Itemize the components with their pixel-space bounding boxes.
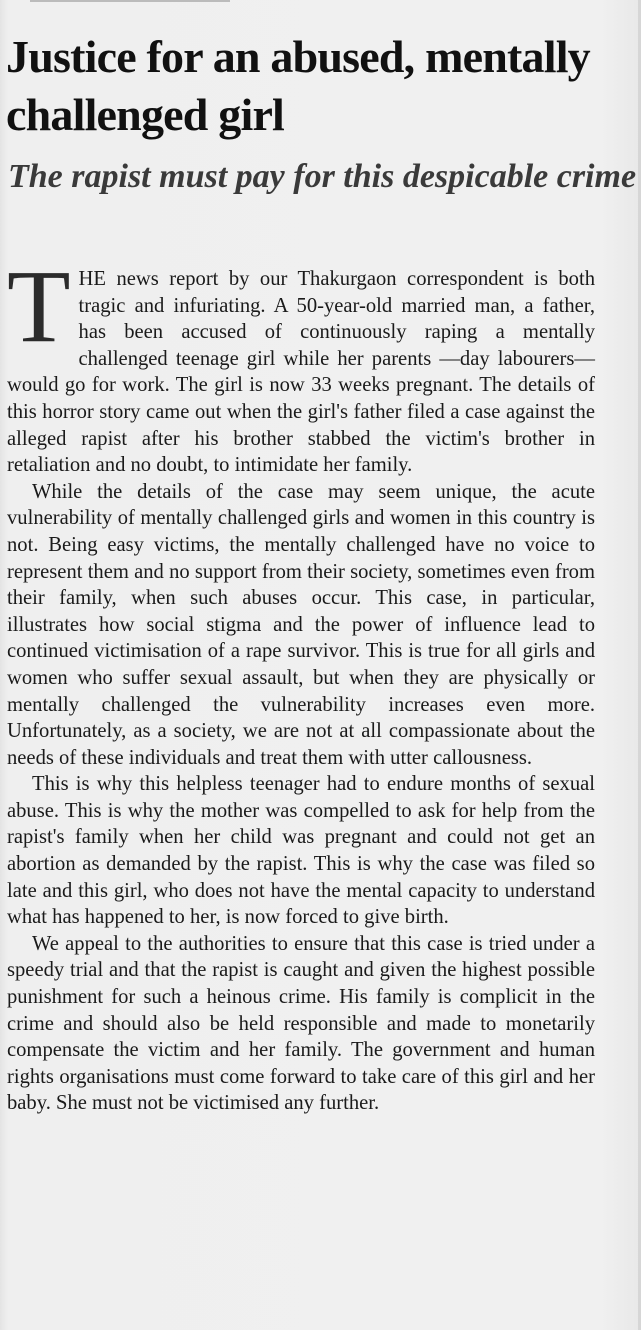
- article-paragraph-2: While the details of the case may seem unique, the acute vulnerability of mentally challenged girls and women in this country is not. Being easy victims, the mentally challenged have no voice to represent them and no support from their society, sometimes even from their family, when such abuses occur. This case, in particular, illustrates how social stigma and the power of influence lead to continued victimisation of a rape survivor. This is true for all girls and women who suffer sexual assault, but when they are physically or mentally challenged the vulnerability increases even more. Unfortunately, as a society, we are not at all compassionate about the needs of these individuals and treat them with utter callousness.: [7, 480, 595, 769]
- subheadline: The rapist must pay for this despicable crime: [8, 158, 637, 195]
- article-paragraph-4: We appeal to the authorities to ensure that this case is tried under a speedy trial and that the rapist is caught and given the highest possible punishment for such a heinous crime. His family is complicit in the crime and should also be held responsible and made to monetarily compensate the victim and her family. The government and human rights organisations must come forward to take care of this girl and her baby. She must not be victimised any further.: [7, 932, 595, 1115]
- article-paragraph-1: [7, 249, 595, 479]
- headline: Justice for an abused, mentally challenged girl: [6, 31, 590, 140]
- article-body: [7, 249, 595, 1117]
- article-paragraph-3: This is why this helpless teenager had to endure months of sexual abuse. This is why the mother was compelled to ask for help from the rapist's family when her child was pregnant and could not get an abortion as demanded by the rapist. This is why the case was filed so late and this girl, who does not have the mental capacity to understand what has happened to her, is now forced to give birth.: [7, 773, 595, 929]
- paragraph-1-text: HE news report by our Thakurgaon correspondent is both tragic and infuriating. A 50-year-old married man, a father, has been accused of continuously raping a mentally challenged teenage girl while her parents —day labourers—would go for work. The girl is now 33 weeks pregnant. The details of this horror story came out when the girl's father filed a case against the alleged rapist after his brother stabbed the victim's brother in retaliation and no doubt, to intimidate her family.: [7, 268, 595, 477]
- top-rule: [30, 0, 230, 2]
- drop-cap: T: [7, 249, 71, 364]
